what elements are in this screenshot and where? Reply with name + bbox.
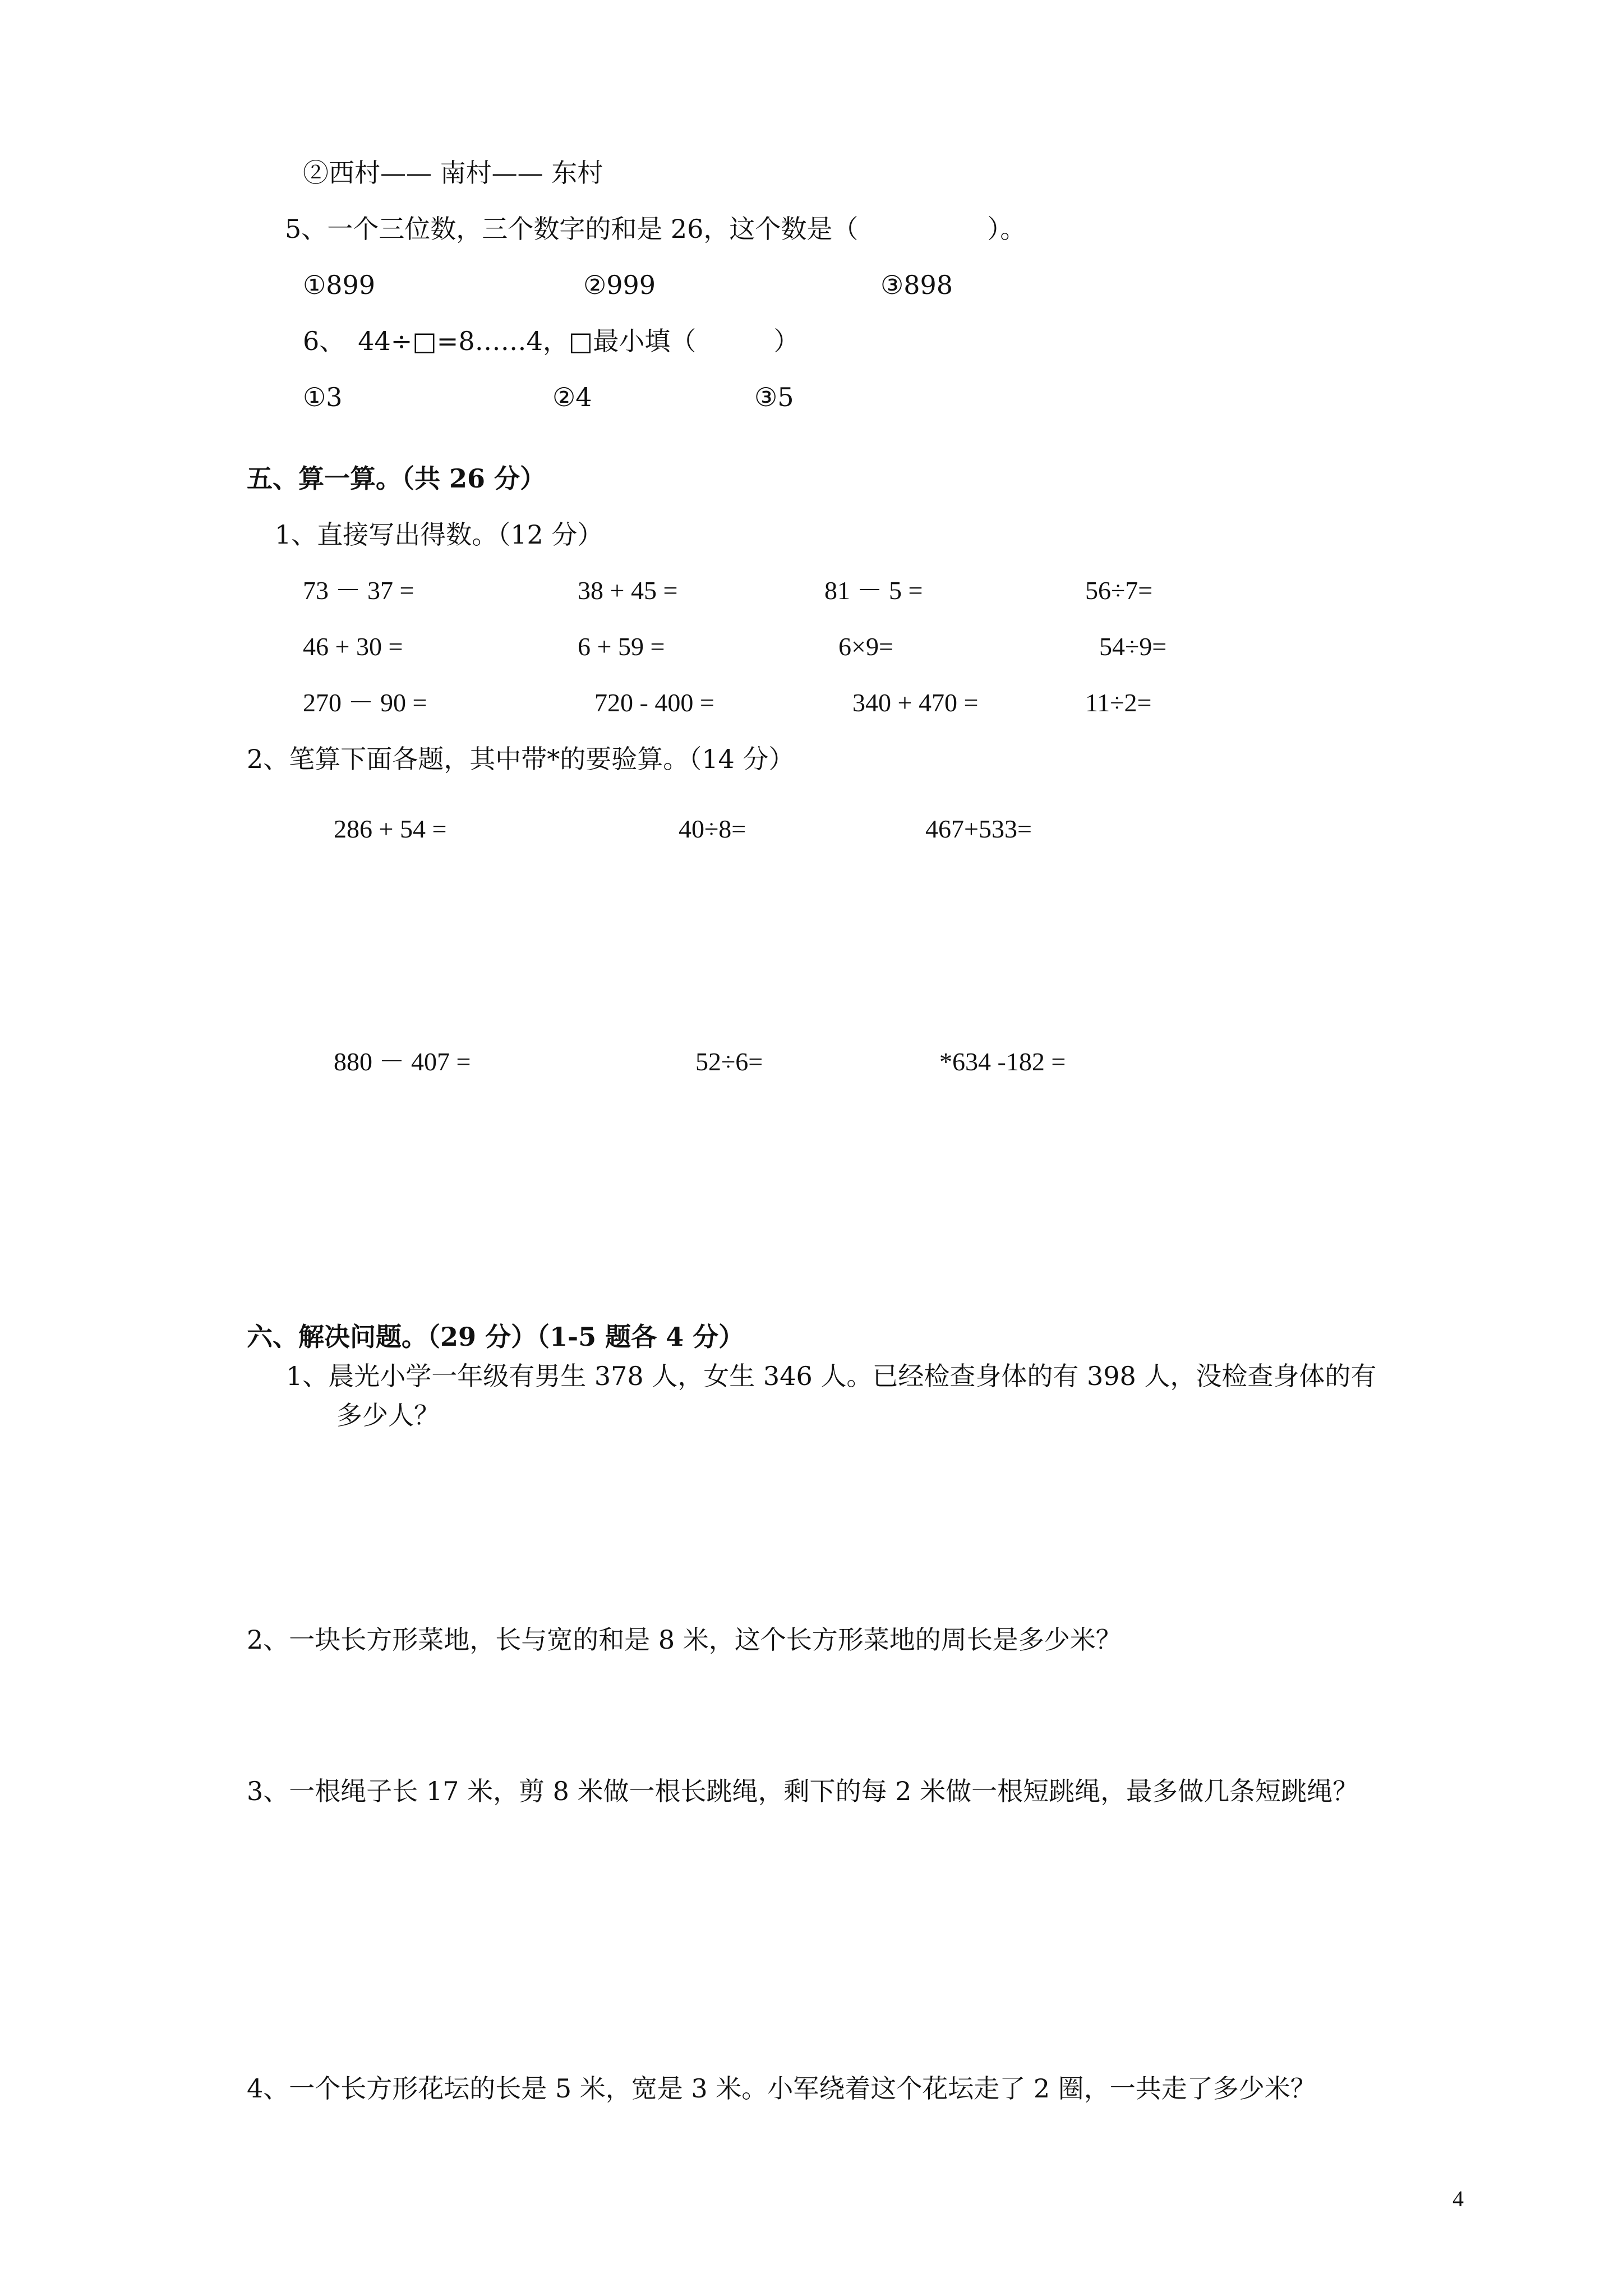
section5-title: 五、算一算。（共 26 分） [247,463,546,494]
written-calc-item: 286 + 54 = [334,815,447,843]
mental-math-item: 38 + 45 = [578,576,678,605]
q6-option-3: ③5 [754,382,794,412]
problem-4: 4、一个长方形花坛的长是 5 米，宽是 3 米。小军绕着这个花坛走了 2 圈，一共走了多少米？ [247,2073,1316,2104]
q6-option-1: ①3 [303,382,343,412]
mental-math-item: 6 + 59 = [578,632,665,661]
section6-title: 六、解决问题。（29 分）（1-5 题各 4 分） [247,1322,745,1352]
written-calc-item: 40÷8= [679,815,746,843]
mental-math-item: 56÷7= [1085,576,1153,605]
written-calc-item: 52÷6= [695,1047,763,1076]
q4-option-2: ②西村—— 南村—— 东村 [303,158,603,188]
page-number: 4 [1453,2186,1464,2211]
mental-math-item: 6×9= [838,632,893,661]
section5-part2-title: 2、笔算下面各题，其中带*的要验算。（14 分） [247,744,795,774]
written-calc-item: 880 － 407 = [334,1047,471,1076]
written-calc-item: 467+533= [925,815,1032,843]
q5-option-2: ②999 [583,270,656,300]
mental-math-item: 340 + 470 = [852,688,979,717]
problem-2: 2、一块长方形菜地，长与宽的和是 8 米，这个长方形菜地的周长是多少米？ [247,1625,1122,1655]
problem-1-line-2: 多少人？ [336,1400,440,1430]
problem-3: 3、一根绳子长 17 米，剪 8 米做一根长跳绳，剩下的每 2 米做一根短跳绳，最多做几条短跳绳？ [247,1776,1359,1806]
problem-1-line-1: 1、晨光小学一年级有男生 378 人，女生 346 人。已经检查身体的有 398 人，没检查身体的有 [286,1361,1377,1391]
mental-math-item: 270 － 90 = [303,688,427,717]
mental-math-item: 73 － 37 = [303,576,414,605]
written-calc-item: *634 -182 = [939,1047,1066,1076]
mental-math-item: 46 + 30 = [303,632,403,661]
q5-option-1: ①899 [303,270,376,300]
q6-stem: 6、 44÷□=8……4，□最小填（ ） [303,326,800,356]
mental-math-item: 720 - 400 = [594,688,714,717]
mental-math-item: 11÷2= [1085,688,1152,717]
q6-option-2: ②4 [552,382,592,412]
mental-math-item: 81 － 5 = [824,576,923,605]
mental-math-item: 54÷9= [1099,632,1167,661]
q5-stem: 5、一个三位数，三个数字的和是 26，这个数是（ ）。 [285,214,1026,244]
q5-option-3: ③898 [880,270,953,300]
section5-part1-title: 1、直接写出得数。（12 分） [275,519,603,550]
